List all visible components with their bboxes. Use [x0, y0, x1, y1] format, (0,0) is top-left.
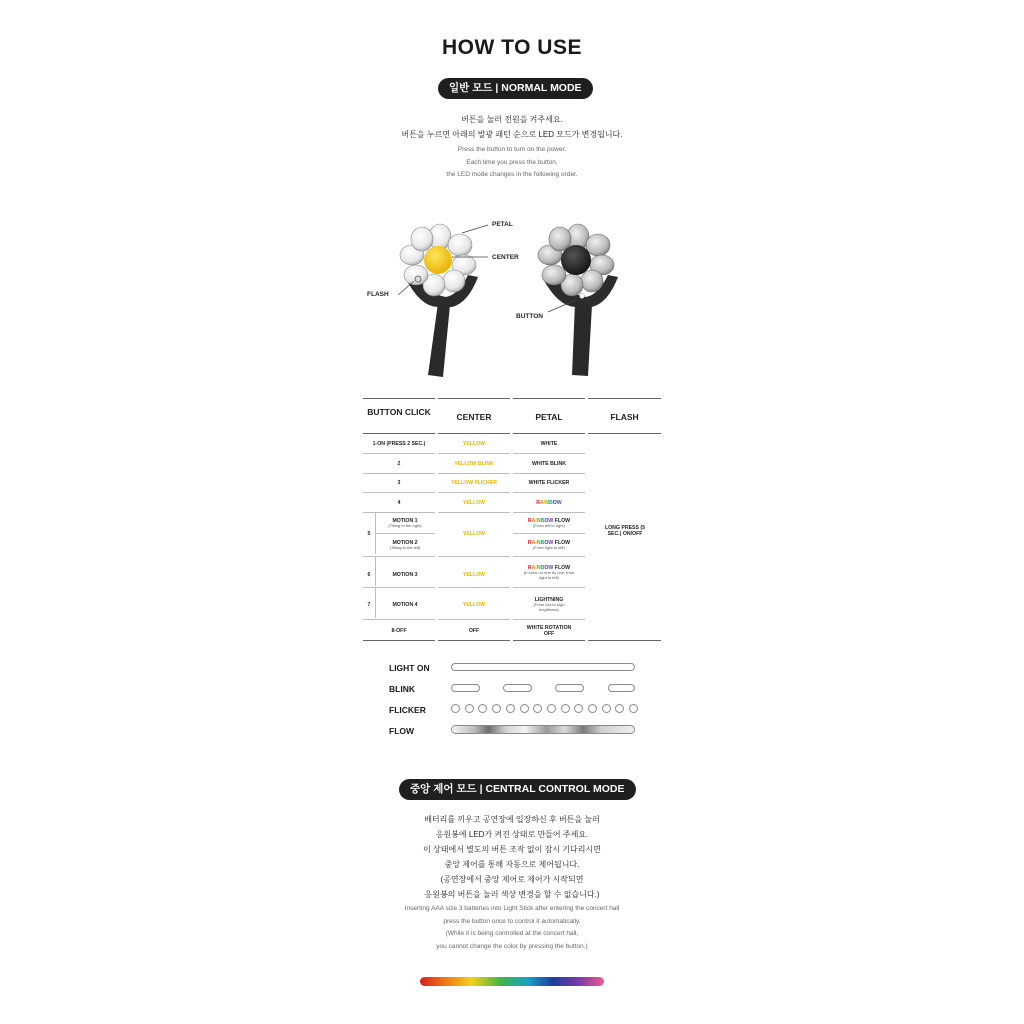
legend-blink-label: BLINK — [389, 684, 415, 694]
lightstick-front — [400, 224, 478, 377]
central-control-mode-pill: 중앙 제어 모드 | CENTRAL CONTROL MODE — [399, 779, 636, 800]
table-cell-center: OFF — [468, 628, 480, 634]
en-line: (While it is being controlled at the concert hall, — [445, 930, 579, 937]
en-line: you cannot change the color by pressing the button.) — [436, 942, 588, 950]
flash-long-press: LONG PRESS (5 SEC.) ON/OFF — [604, 525, 646, 537]
flash-label: FLASH — [367, 291, 389, 298]
en-line: Inserting AAA size 3 batteries into Light Stick after entering the concert hall — [404, 905, 620, 912]
flicker-dot — [574, 704, 583, 713]
central-mode-korean-text — [312, 812, 712, 902]
kr-line: 이 상태에서 별도의 버튼 조작 없이 잠시 기다리시면 — [423, 845, 601, 854]
rainbow-text: RAINBOW FLOW — [527, 518, 571, 524]
legend-light-on-label: LIGHT ON — [389, 663, 430, 673]
table-cell-center: YELLOW — [462, 531, 486, 537]
legend-blink-segment — [555, 684, 584, 692]
petal-sub: (From low to high brightness) — [533, 602, 565, 612]
flicker-dot — [492, 704, 501, 713]
table-cell-petal-m1 — [513, 518, 585, 529]
kr-line: 응원봉의 버튼을 눌러 색상 변경을 할 수 없습니다.) — [424, 890, 600, 899]
table-row: 7 — [367, 602, 371, 608]
table-row: 2 — [397, 461, 401, 467]
legend-blink-segment — [451, 684, 480, 692]
legend-light-on-bar — [451, 663, 635, 671]
flicker-dot — [602, 704, 611, 713]
table-cell-petal: WHITE ROTATION OFF — [526, 625, 572, 637]
motion-2-sub: (Tilting to the left) — [389, 545, 421, 550]
lightstick-back — [538, 224, 618, 376]
petal-label: PETAL — [492, 221, 513, 228]
legend-flow-bar — [451, 725, 635, 734]
legend-blink-segment — [608, 684, 635, 692]
table-cell-petal-m2 — [513, 540, 585, 551]
flicker-dot — [588, 704, 597, 713]
en-line: Each time you press the button, — [466, 158, 558, 166]
rainbow-text: RAINBOW FLOW — [527, 565, 571, 571]
en-line: Press the button to turn on the power. — [457, 146, 567, 153]
normal-mode-english-text — [312, 144, 712, 182]
table-cell-petal-m3 — [513, 565, 585, 580]
kr-line: 버튼을 누르면 아래의 발광 패턴 순으로 LED 모드가 변경됩니다. — [401, 130, 623, 139]
center-label: CENTER — [492, 254, 519, 261]
table-row: 3 — [397, 480, 401, 486]
table-cell-petal-rainbow — [513, 500, 585, 506]
normal-mode-pill: 일반 모드 | NORMAL MODE — [438, 78, 593, 99]
kr-line: (공연장에서 중앙 제어로 제어가 시작되면 — [440, 875, 584, 884]
flicker-dot — [520, 704, 529, 713]
header-button-click: BUTTON CLICK — [367, 407, 431, 417]
table-cell-petal: WHITE FLICKER — [528, 480, 570, 486]
normal-mode-korean-text — [312, 112, 712, 142]
motion-2: MOTION 2 — [392, 540, 418, 546]
flicker-dot — [478, 704, 487, 713]
table-cell-petal: WHITE BLINK — [531, 461, 566, 467]
flicker-dot — [561, 704, 570, 713]
table-cell-petal: WHITE — [540, 441, 558, 447]
header-center: CENTER — [456, 412, 492, 422]
flicker-dot — [451, 704, 460, 713]
table-row: 6 — [367, 572, 371, 578]
motion-2-label — [375, 540, 435, 551]
table-cell-center: YELLOW — [462, 441, 486, 447]
kr-line: 중앙 제어를 통해 자동으로 제어됩니다. — [444, 860, 580, 869]
table-cell-center: YELLOW FLICKER — [450, 480, 498, 486]
motion-3: MOTION 3 — [392, 572, 418, 578]
button-label: BUTTON — [516, 313, 543, 320]
flicker-dot — [615, 704, 624, 713]
legend-flicker-label: FLICKER — [389, 705, 426, 715]
page-title: HOW TO USE — [442, 36, 582, 59]
table-row: 5 — [367, 531, 371, 537]
petal-sub: (It turns on one by one, from right to left) — [523, 570, 575, 580]
table-cell-center: YELLOW — [462, 572, 486, 578]
legend-blink-segment — [503, 684, 532, 692]
lightstick-diagram — [360, 215, 660, 380]
petal-sub: (From left to right) — [533, 523, 565, 528]
kr-line: 버튼을 눌러 전원을 켜주세요. — [461, 115, 563, 124]
rainbow-text: RAINBOW — [536, 500, 562, 506]
table-row: 8-OFF — [391, 628, 407, 634]
table-cell-center: YELLOW — [462, 500, 486, 506]
header-petal: PETAL — [535, 412, 563, 422]
flicker-dot — [506, 704, 515, 713]
table-cell-center: YELLOW BLINK — [454, 461, 494, 467]
legend-flow-label: FLOW — [389, 726, 415, 736]
flicker-dot — [629, 704, 638, 713]
en-line: the LED mode changes in the following order. — [446, 171, 578, 178]
en-line: press the button once to control it automatically. — [443, 917, 581, 925]
table-row: 1-ON (PRESS 2 SEC.) — [372, 441, 426, 447]
table-row: 4 — [397, 500, 401, 506]
kr-line: 응원봉에 LED가 켜진 상태로 만들어 주세요. — [435, 830, 589, 839]
rainbow-text: RAINBOW FLOW — [527, 540, 571, 546]
flicker-dot — [547, 704, 556, 713]
table-cell-center: YELLOW — [462, 602, 486, 608]
lightning: LIGHTNING — [534, 597, 564, 603]
motion-1: MOTION 1 — [392, 518, 418, 524]
flicker-dot — [533, 704, 542, 713]
motion-1-sub: (Tilting to the right) — [388, 523, 422, 528]
table-cell-petal-lightning — [513, 597, 585, 612]
kr-line: 배터리를 끼우고 공연장에 입장하신 후 버튼을 눌러 — [424, 815, 600, 824]
motion-4: MOTION 4 — [392, 602, 418, 608]
flicker-dot — [465, 704, 474, 713]
central-mode-english-text — [312, 903, 712, 953]
rainbow-gradient-bar — [420, 977, 604, 986]
header-flash: FLASH — [610, 412, 639, 422]
petal-sub: (From right to left) — [533, 545, 565, 550]
motion-1-label — [375, 518, 435, 529]
